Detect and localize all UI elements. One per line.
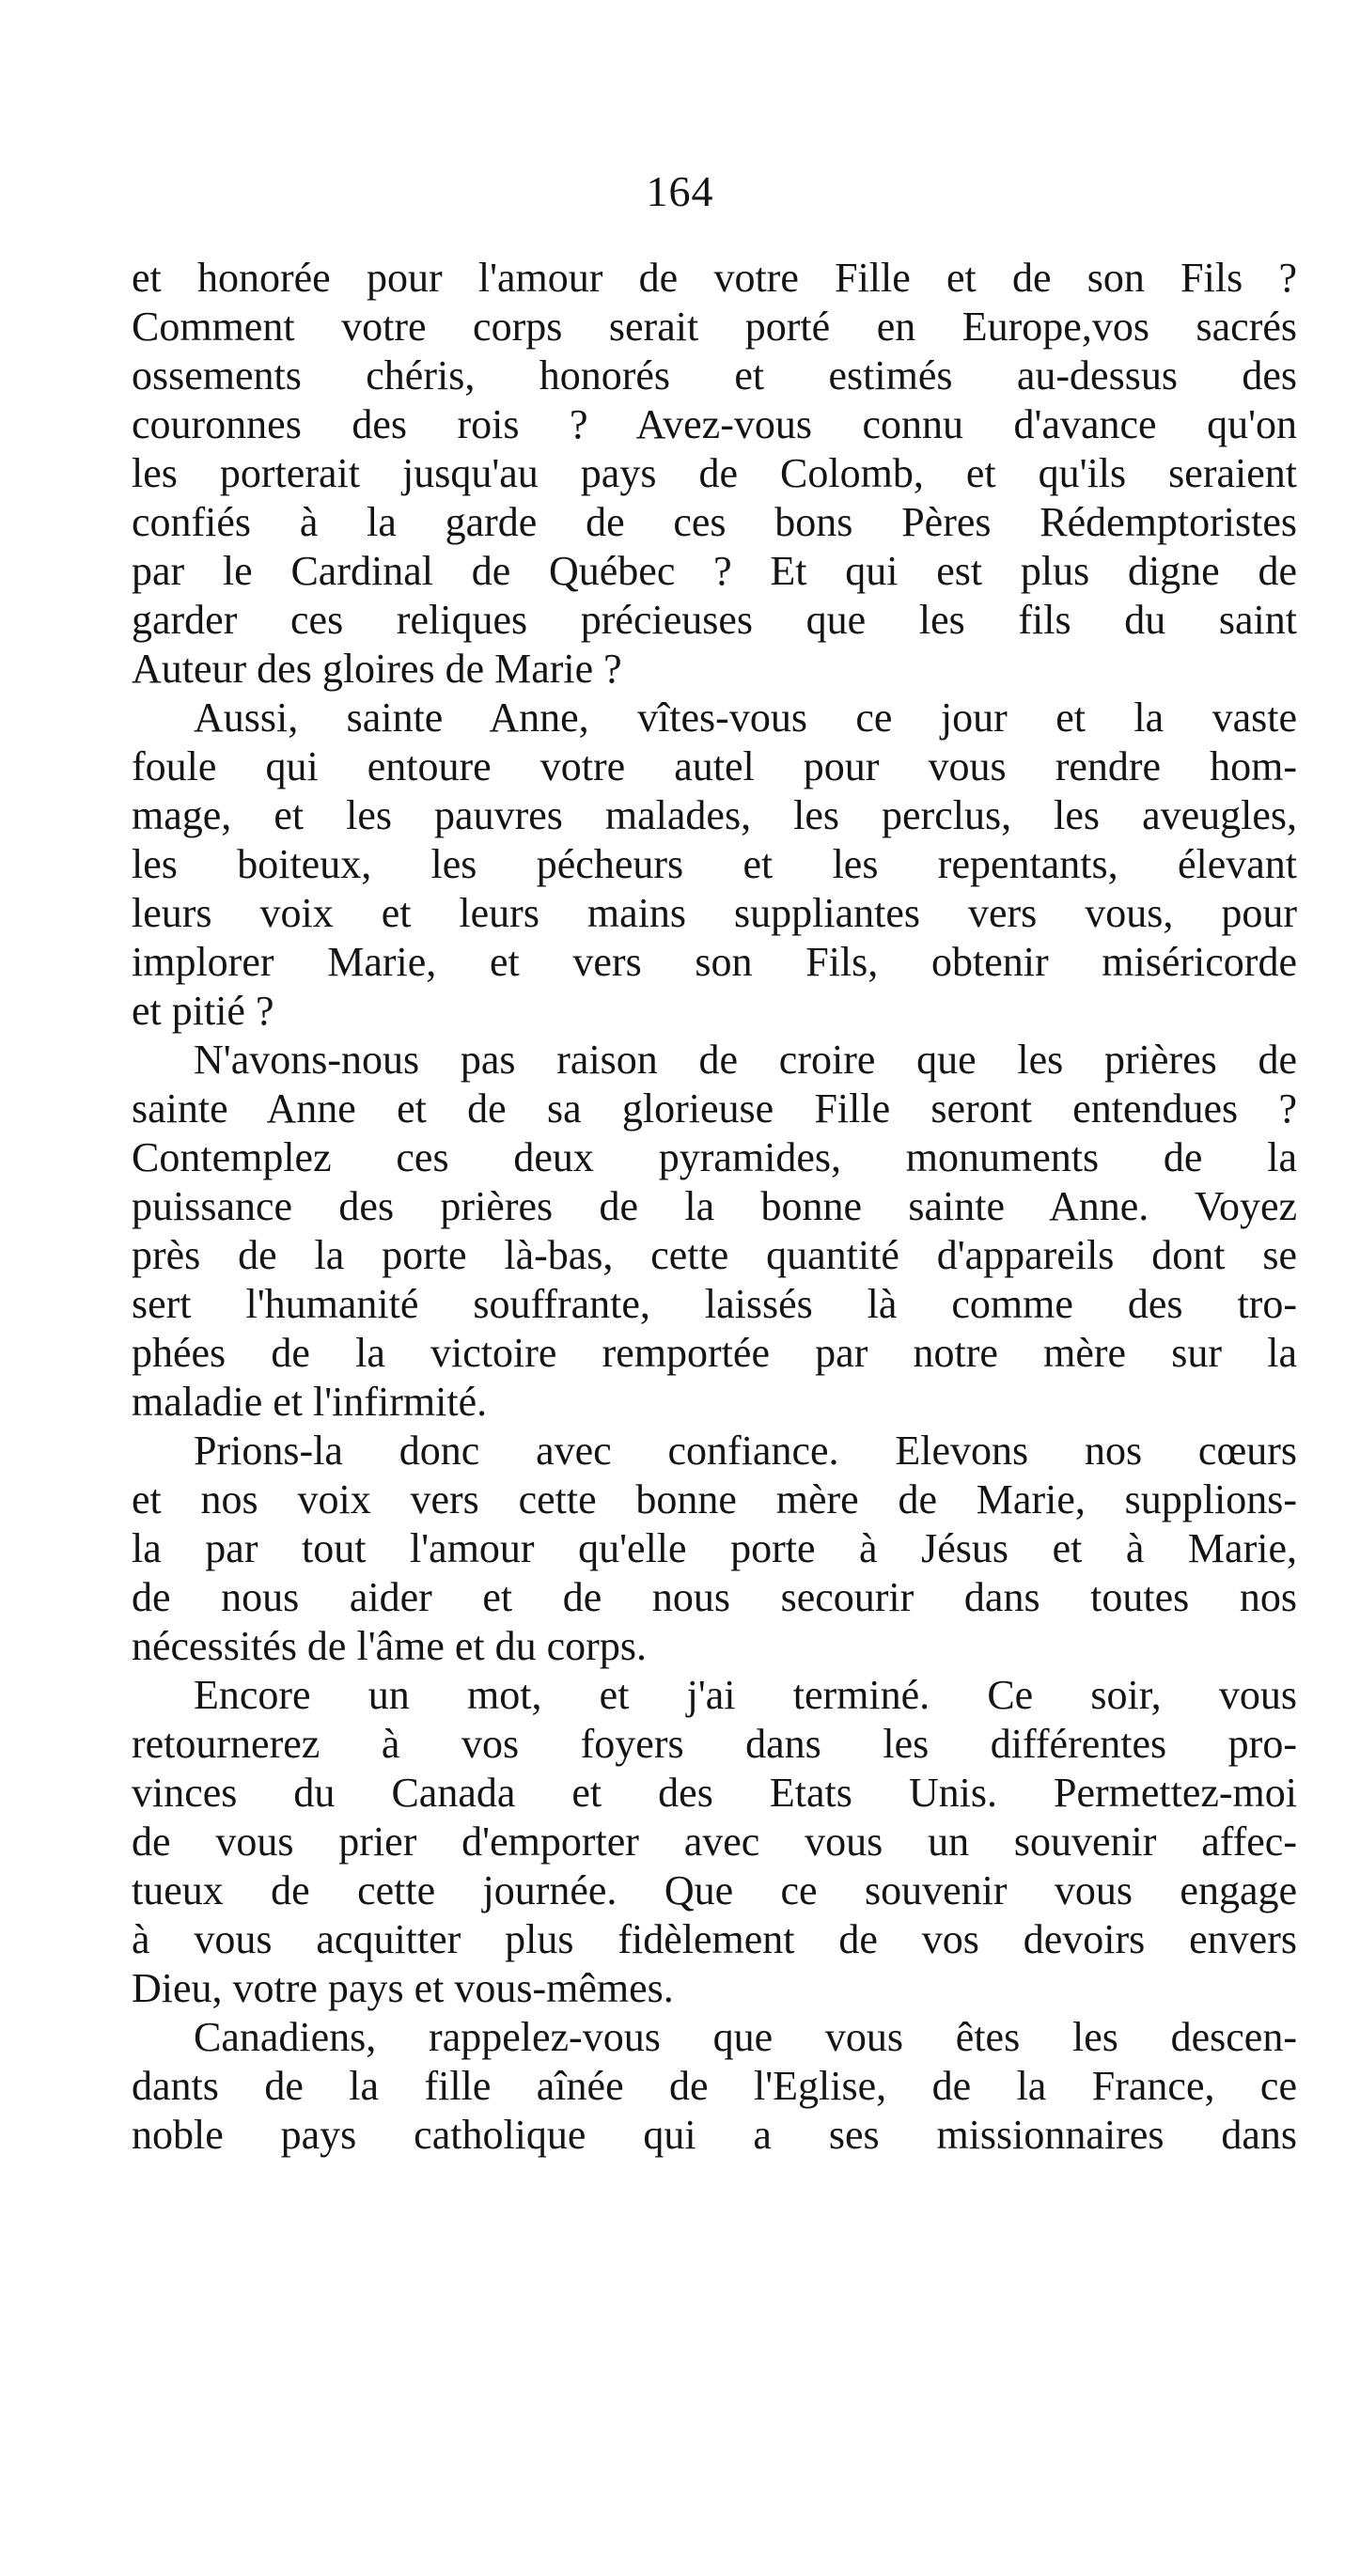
text-line: près de la porte là-bas, cette quantité d'appareils dont se: [132, 1232, 1297, 1278]
text-line: foule qui entoure votre autel pour vous rendre hom-: [132, 743, 1297, 789]
page-number: 164: [646, 167, 714, 215]
text-line: couronnes des rois ? Avez-vous connu d'avance qu'on: [132, 401, 1297, 447]
text-line: nécessités de l'âme et du corps.: [132, 1623, 647, 1669]
text-line: puissance des prières de la bonne sainte Anne. Voyez: [132, 1183, 1297, 1229]
text-line: Contemplez ces deux pyramides, monuments de la: [132, 1134, 1297, 1180]
text-line: leurs voix et leurs mains suppliantes vers vous, pour: [132, 890, 1297, 936]
text-line: N'avons-nous pas raison de croire que les prières de: [194, 1037, 1297, 1083]
text-line: les porterait jusqu'au pays de Colomb, et qu'ils seraient: [132, 450, 1297, 496]
text-line: sainte Anne et de sa glorieuse Fille seront entendues ?: [132, 1085, 1297, 1132]
text-line: ossements chéris, honorés et estimés au-dessus des: [132, 352, 1297, 398]
text-line: de vous prier d'emporter avec vous un souvenir affec-: [132, 1819, 1297, 1865]
text-line: Auteur des gloires de Marie ?: [132, 646, 622, 692]
text-line: vinces du Canada et des Etats Unis. Permettez-moi: [132, 1770, 1297, 1816]
text-line: par le Cardinal de Québec ? Et qui est plus digne de: [132, 548, 1297, 594]
text-line: confiés à la garde de ces bons Pères Rédemptoristes: [132, 499, 1297, 545]
text-line: Comment votre corps serait porté en Europe,vos sacrés: [132, 304, 1297, 350]
text-line: garder ces reliques précieuses que les fils du saint: [132, 597, 1297, 643]
text-line: Encore un mot, et j'ai terminé. Ce soir, vous: [194, 1672, 1297, 1718]
text-line: de nous aider et de nous secourir dans toutes nos: [132, 1574, 1297, 1620]
text-line: et honorée pour l'amour de votre Fille et de son Fils ?: [132, 255, 1297, 301]
body-text: [132, 254, 1297, 2160]
text-line: Prions-la donc avec confiance. Elevons nos cœurs: [194, 1428, 1297, 1474]
text-line: Dieu, votre pays et vous-mêmes.: [132, 1965, 674, 2011]
text-line: retournerez à vos foyers dans les différentes pro-: [132, 1721, 1297, 1767]
text-line: maladie et l'infirmité.: [132, 1379, 488, 1425]
text-line: mage, et les pauvres malades, les perclus, les aveugles,: [132, 792, 1297, 838]
text-line: dants de la fille aînée de l'Eglise, de la France, ce: [132, 2063, 1297, 2109]
text-line: implorer Marie, et vers son Fils, obtenir miséricorde: [132, 939, 1297, 985]
text-line: et pitié ?: [132, 988, 274, 1034]
text-line: à vous acquitter plus fidèlement de vos devoirs envers: [132, 1916, 1297, 1962]
text-line: sert l'humanité souffrante, laissés là comme des tro-: [132, 1281, 1297, 1327]
text-line: les boiteux, les pécheurs et les repentants, élevant: [132, 841, 1297, 887]
text-line: Canadiens, rappelez-vous que vous êtes les descen-: [194, 2014, 1297, 2060]
text-line: noble pays catholique qui a ses missionnaires dans: [132, 2112, 1297, 2158]
text-line: la par tout l'amour qu'elle porte à Jésus et à Marie,: [132, 1525, 1297, 1571]
text-line: tueux de cette journée. Que ce souvenir vous engage: [132, 1867, 1297, 1913]
text-line: phées de la victoire remportée par notre mère sur la: [132, 1330, 1297, 1376]
text-line: Aussi, sainte Anne, vîtes-vous ce jour et la vaste: [194, 695, 1297, 741]
text-line: et nos voix vers cette bonne mère de Marie, supplions-: [132, 1476, 1297, 1522]
